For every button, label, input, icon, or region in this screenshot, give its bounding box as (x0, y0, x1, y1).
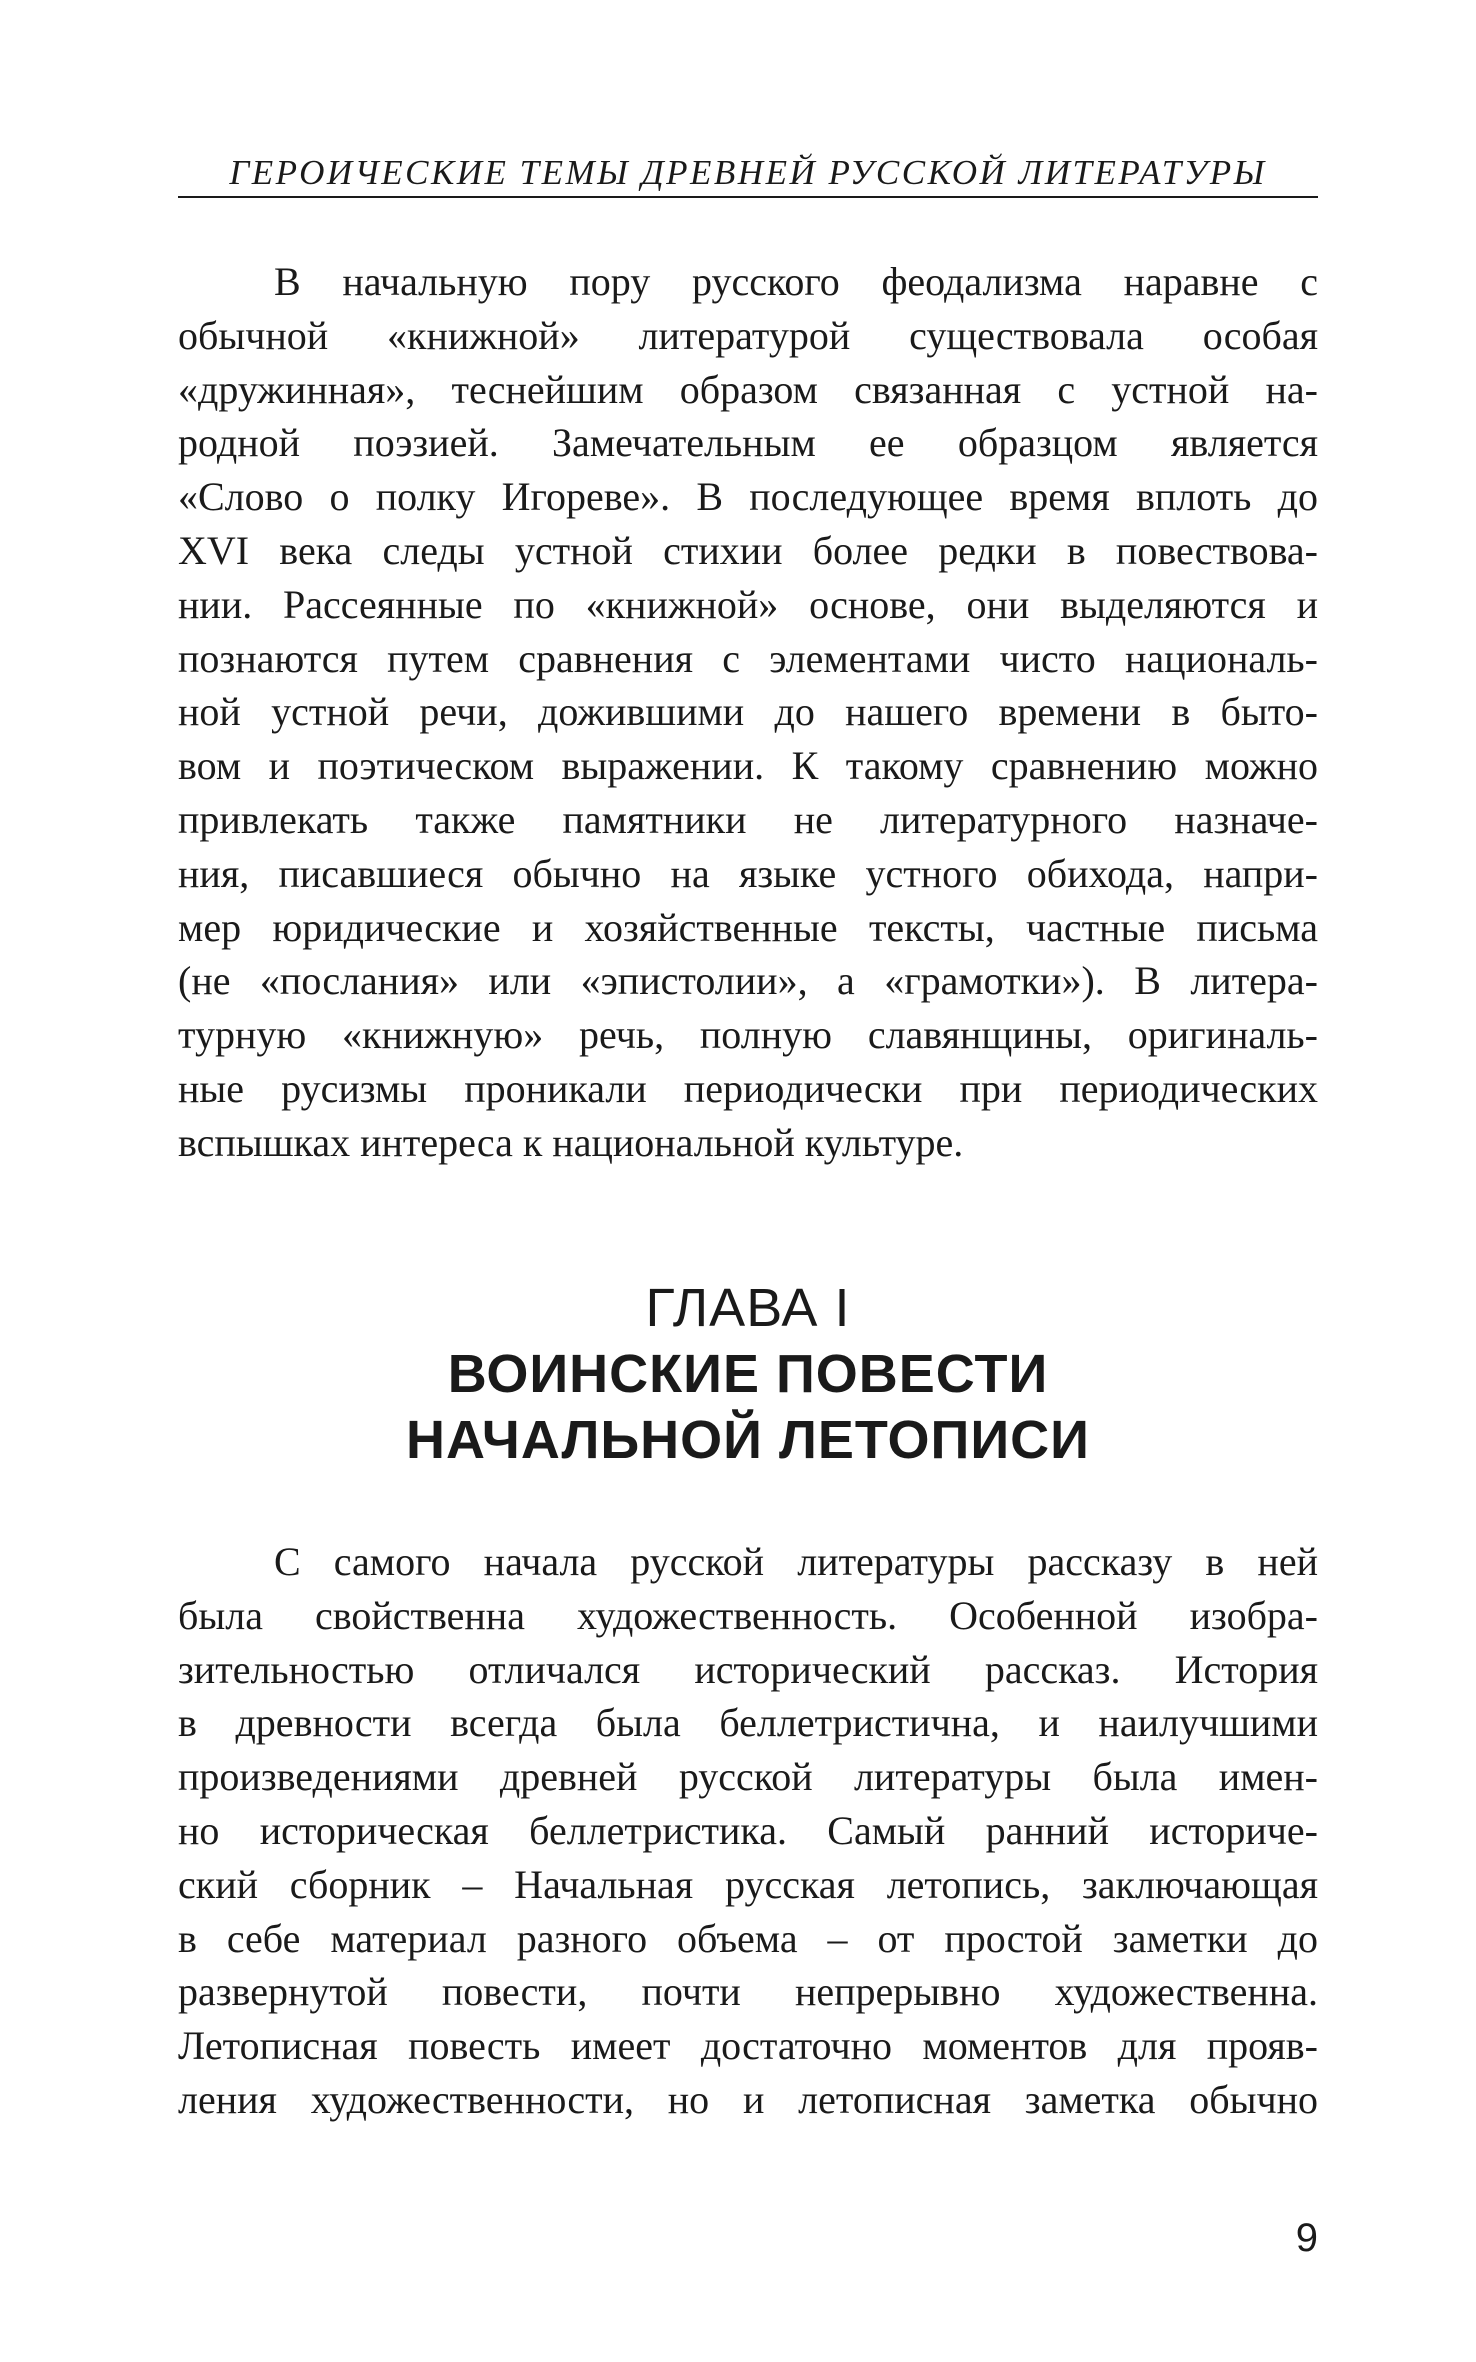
header-rule (178, 196, 1318, 198)
text-line: была свойственна художественность. Особенной изобра- (178, 1592, 1318, 1638)
chapter-heading (178, 1275, 1318, 1473)
text-line: привлекать также памятники не литературного назначе- (178, 796, 1318, 842)
text-line: в себе материал разного объема – от простой заметки до (178, 1915, 1318, 1961)
paragraph-chapter-opening (178, 1535, 1318, 2127)
text-line: ния, писавшиеся обычно на языке устного обихода, напри- (178, 850, 1318, 896)
text-line: XVI века следы устной стихии более редки в повествова- (178, 527, 1318, 573)
text-line: познаются путем сравнения с элементами чисто националь- (178, 635, 1318, 681)
text-line: обычной «книжной» литературой существовала особая (178, 312, 1318, 358)
text-line: мер юридические и хозяйственные тексты, частные письма (178, 904, 1318, 950)
chapter-title-line-1: ВОИНСКИЕ ПОВЕСТИ (447, 1344, 1049, 1404)
chapter-title-line-2: НАЧАЛЬНОЙ ЛЕТОПИСИ (406, 1410, 1090, 1470)
text-line: но историческая беллетристика. Самый ранний историче- (178, 1807, 1318, 1853)
text-line: ский сборник – Начальная русская летопись, заключающая (178, 1861, 1318, 1907)
text-line: нии. Рассеянные по «книжной» основе, они выделяются и (178, 581, 1318, 627)
text-line: С самого начала русской литературы рассказу в ней (274, 1539, 1318, 1584)
page-number: 9 (1295, 2216, 1318, 2260)
text-line: В начальную пору русского феодализма наравне с (274, 259, 1318, 304)
chapter-number: ГЛАВА I (645, 1278, 851, 1338)
text-line: в древности всегда была беллетристична, и наилучшими (178, 1700, 1318, 1746)
text-line: вспышках интереса к национальной культуре. (178, 1119, 964, 1165)
text-line: турную «книжную» речь, полную славянщины, оригиналь- (178, 1012, 1318, 1058)
text-line: произведениями древней русской литературы была имен- (178, 1754, 1318, 1800)
text-line: развернутой повести, почти непрерывно художественна. (178, 1969, 1318, 2015)
running-header: ГЕРОИЧЕСКИЕ ТЕМЫ ДРЕВНЕЙ РУССКОЙ ЛИТЕРАТУРЫ (229, 153, 1267, 192)
text-line: «Слово о полку Игореве». В последующее время вплоть до (178, 474, 1318, 520)
text-line: вом и поэтическом выражении. К такому сравнению можно (178, 743, 1318, 789)
text-line: (не «послания» или «эпистолии», а «грамотки»). В литера- (178, 958, 1318, 1004)
text-line: ления художественности, но и летописная заметка обычно (178, 2076, 1318, 2122)
text-line: родной поэзией. Замечательным ее образцом является (178, 420, 1318, 466)
text-line: ные русизмы проникали периодически при периодических (178, 1065, 1318, 1111)
text-line: ной устной речи, дожившими до нашего времени в быто- (178, 689, 1318, 735)
text-line: «дружинная», теснейшим образом связанная с устной на- (178, 366, 1318, 412)
text-line: зительностью отличался исторический рассказ. История (178, 1646, 1318, 1692)
paragraph-intro (178, 255, 1318, 1170)
text-line: Летописная повесть имеет достаточно моментов для прояв- (178, 2023, 1318, 2069)
